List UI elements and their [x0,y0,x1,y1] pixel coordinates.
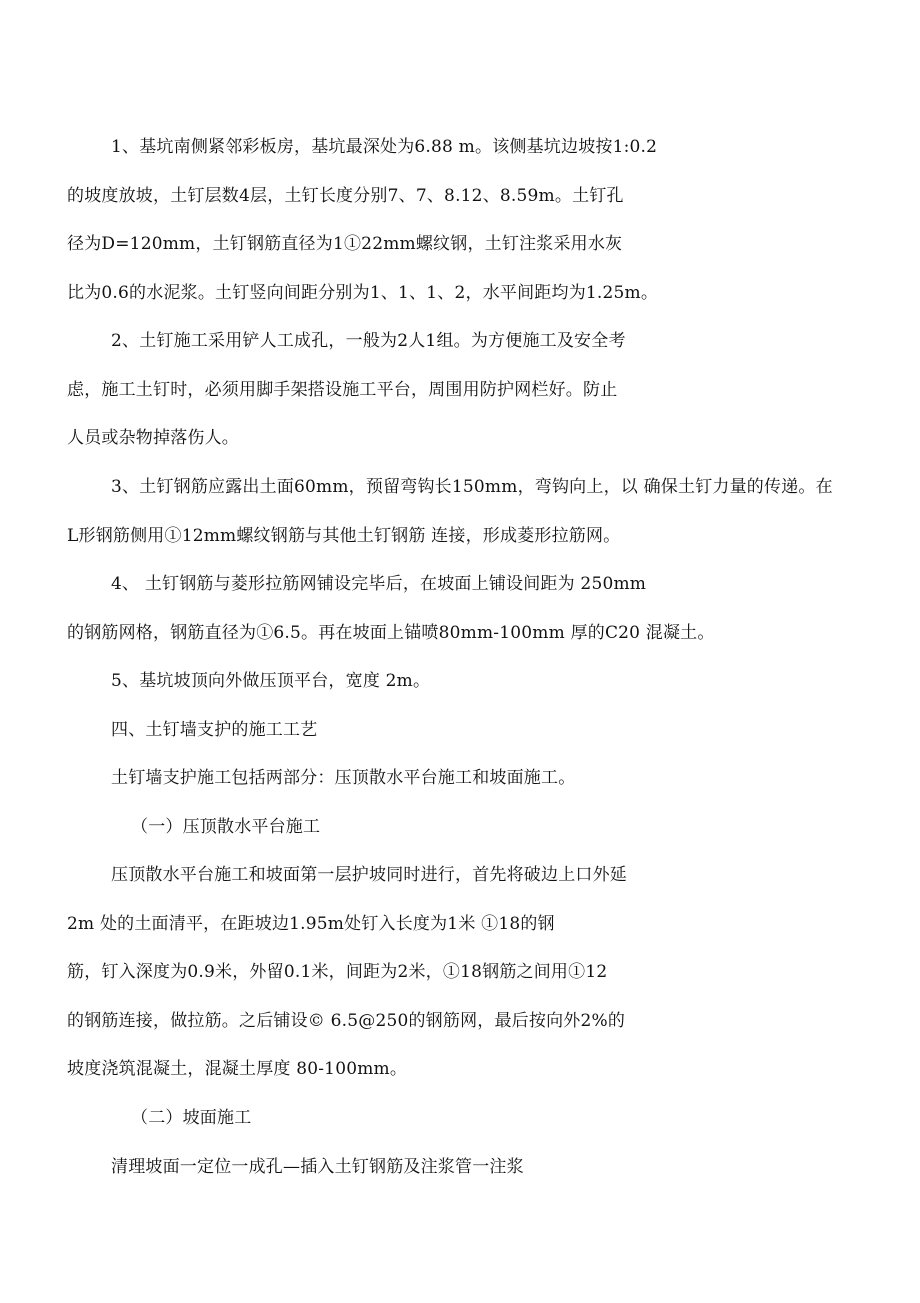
subsection-1-line-3: 筋，钉入深度为0.9米，外留0.1米，间距为2米，①18钢筋之间用①12 [67,962,608,982]
paragraph-4-line-2: 的钢筋网格，钢筋直径为①6.5。再在坡面上锚喷80mm-100mm 厚的C20 混凝土。 [67,623,715,643]
subsection-heading-1: （一）压顶散水平台施工 [131,817,321,837]
section-intro: 土钉墙支护施工包括两部分：压顶散水平台施工和坡面施工。 [111,768,576,788]
section-heading-4: 四、土钉墙支护的施工工艺 [111,720,318,740]
paragraph-1-line-1: 1、基坑南侧紧邻彩板房，基坑最深处为6.88 m。该侧基坑边坡按1:0.2 [111,137,658,157]
subsection-1-line-5: 坡度浇筑混凝土，混凝土厚度 80-100mm。 [67,1059,408,1079]
subsection-2-line-1: 清理坡面一定位一成孔—插入土钉钢筋及注浆管一注浆 [111,1157,524,1177]
subsection-heading-2: （二）坡面施工 [131,1108,252,1128]
paragraph-1-line-3: 径为D=120mm，土钉钢筋直径为1①22mm螺纹钢，土钉注浆采用水灰 [67,234,623,254]
paragraph-2-line-2: 虑，施工土钉时，必须用脚手架搭设施工平台，周围用防护网栏好。防止 [67,380,618,400]
paragraph-2-line-3: 人员或杂物掉落伤人。 [67,428,239,448]
paragraph-4-line-1: 4、 土钉钢筋与菱形拉筋网铺设完毕后，在坡面上铺设间距为 250mm [111,574,647,594]
subsection-1-line-4: 的钢筋连接，做拉筋。之后铺设© 6.5@250的钢筋网，最后按向外2%的 [67,1011,626,1031]
paragraph-3-line-2: L形钢筋侧用①12mm螺纹钢筋与其他土钉钢筋 连接，形成菱形拉筋网。 [67,526,621,546]
paragraph-3-line-1: 3、土钉钢筋应露出土面60mm，预留弯钩长150mm，弯钩向上，以 确保土钉力量的传递。在 [111,477,833,497]
paragraph-2-line-1: 2、土钉施工采用铲人工成孔，一般为2人1组。为方便施工及安全考 [111,331,626,351]
subsection-1-line-2: 2m 处的土面清平，在距坡边1.95m处钉入长度为1米 ①18的钢 [67,914,555,934]
paragraph-1-line-2: 的坡度放坡，土钉层数4层，土钉长度分别7、7、8.12、8.59m。土钉孔 [67,186,624,206]
paragraph-5: 5、基坑坡顶向外做压顶平台，宽度 2m。 [111,671,431,691]
paragraph-1-line-4: 比为0.6的水泥浆。土钉竖向间距分别为1、1、1、2，水平间距均为1.25m。 [67,283,659,303]
subsection-1-line-1: 压顶散水平台施工和坡面第一层护坡同时进行，首先将破边上口外延 [111,865,627,885]
